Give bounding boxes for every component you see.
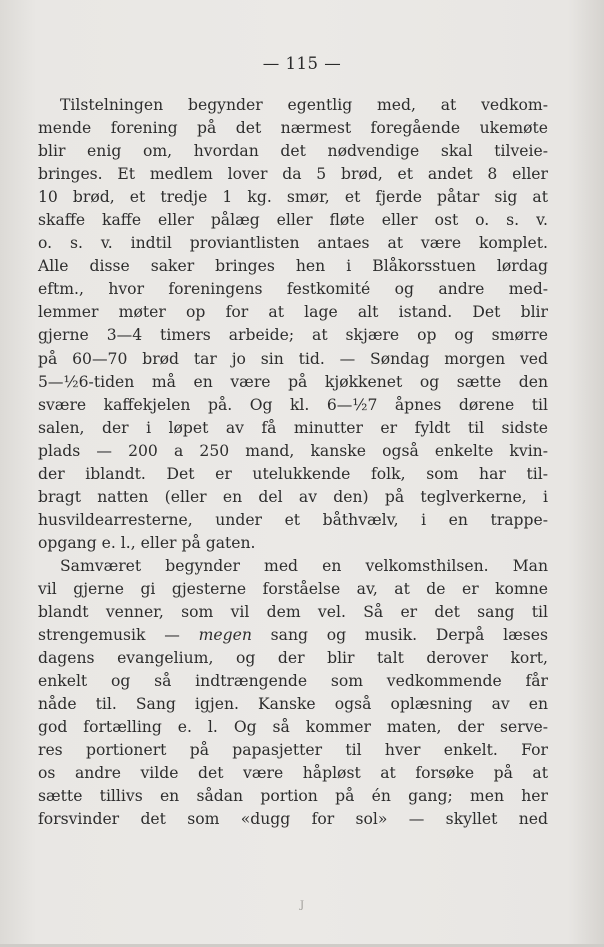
text-line: gjerne 3—4 timers arbeide; at skjære op og smørre [38,326,548,345]
text-line: blir enig om, hvordan det nødvendige skal tilveie- [38,142,548,161]
text-line: enkelt og så indtrængende som vedkommende får [38,672,548,691]
text-line: plads — 200 a 250 mand, kanske også enkelte kvin- [38,441,548,460]
text-line: Alle disse saker bringes hen i Blåkorsstuen lørdag [38,257,548,276]
text-line: 5—½6-tiden må en være på kjøkkenet og sætte den [38,372,548,391]
text-line: o. s. v. indtil proviantlisten antaes at være komplet. [38,234,548,253]
footer-mark: J [300,900,305,911]
page-number: — 115 — [262,54,342,73]
text-line: dagens evangelium, og der blir talt derover kort, [38,649,548,668]
text-line: strengemusik — megen sang og musik. Derpå læses [38,626,548,645]
text-line: sætte tillivs en sådan portion på én gang; men her [38,787,548,806]
text-line: salen, der i løpet av få minutter er fyldt til sidste [38,418,548,437]
text-line: Samværet begynder med en velkomsthilsen. Man [60,556,548,575]
text-line: forsvinder det som «dugg for sol» — skyllet ned [38,810,548,829]
text-line: blandt venner, som vil dem vel. Så er det sang til [38,603,548,622]
text-line: lemmer møter op for at lage alt istand. Det blir [38,303,548,322]
text-line: bragt natten (eller en del av den) på teglverkerne, i [38,487,548,506]
text-line: der iblandt. Det er utelukkende folk, som har til- [38,464,548,483]
text-line: bringes. Et medlem lover da 5 brød, et andet 8 eller [38,165,548,184]
text-line: skaffe kaffe eller pålæg eller fløte eller ost o. s. v. [38,211,548,230]
text-line: mende forening på det nærmest foregående ukemøte [38,119,548,138]
text-line: nåde til. Sang igjen. Kanske også oplæsning av en [38,695,548,714]
text-line: 10 brød, et tredje 1 kg. smør, et fjerde påtar sig at [38,188,548,207]
text-line: opgang e. l., eller på gaten. [38,533,256,552]
text-line: svære kaffekjelen på. Og kl. 6—½7 åpnes dørene til [38,395,548,414]
text-line: Tilstelningen begynder egentlig med, at vedkom- [60,96,548,114]
text-line: vil gjerne gi gjesterne forståelse av, at de er komne [38,579,548,598]
text-line: på 60—70 brød tar jo sin tid. — Søndag morgen ved [38,349,548,368]
text-line: res portionert på papasjetter til hver enkelt. For [38,741,548,760]
text-line: god fortælling e. l. Og så kommer maten, der serve- [38,718,548,737]
text-line: os andre vilde det være håpløst at forsøke på at [38,764,548,783]
body-text [38,94,548,832]
text-line: eftm., hvor foreningens festkomité og andre med- [38,280,548,299]
text-line: husvildearresterne, under et båthvælv, i en trappe- [38,510,548,529]
